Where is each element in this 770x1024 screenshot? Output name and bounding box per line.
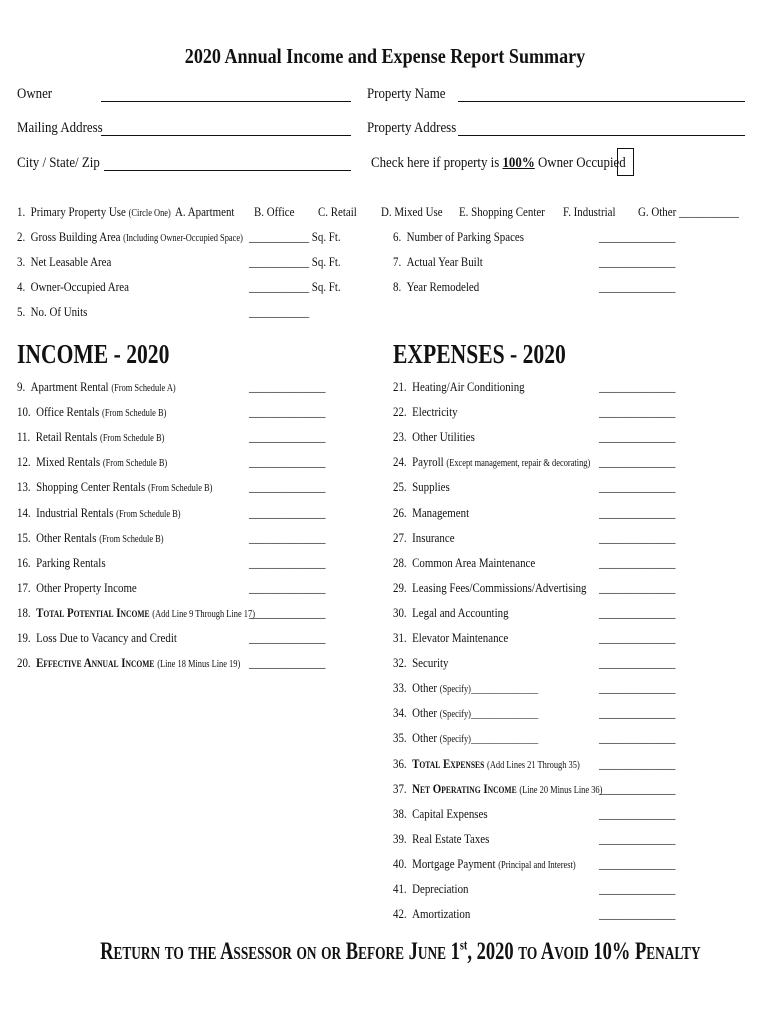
property-address-field[interactable] [458,135,745,136]
income-line-field[interactable]: ______________ [249,554,326,570]
page-title: 2020 Annual Income and Expense Report Summary [184,44,586,68]
property-info-field[interactable]: ______________ [599,229,676,244]
property-name-label: Property Name [367,86,446,102]
property-info-label: 7. Actual Year Built [393,254,483,269]
expense-line-field[interactable]: ______________ [599,579,676,595]
city-state-zip-label: City / State/ Zip [17,155,100,171]
income-line-label: 18. Total Potential Income (Add Line 9 Through Line 17) [17,604,255,620]
expense-line-label: 29. Leasing Fees/Commissions/Advertising [393,579,587,595]
income-line-field[interactable]: ______________ [249,479,326,495]
owner-occupied-checkbox[interactable] [617,148,634,176]
mailing-address-field[interactable] [101,135,351,136]
expense-line-field[interactable]: ______________ [599,805,676,821]
expense-line-label: 41. Depreciation [393,881,469,896]
income-line-label: 20. Effective Annual Income (Line 18 Minus Line 19) [17,655,241,671]
income-line-field[interactable]: ______________ [249,379,326,394]
expense-line-field[interactable]: ______________ [599,830,676,846]
property-info-label: 2. Gross Building Area (Including Owner-Occupied Space) [17,229,243,244]
expense-line-label: 33. Other (Specify)________________ [393,680,539,696]
expense-line-field[interactable]: ______________ [599,906,676,922]
expense-line-label: 32. Security [393,655,449,671]
income-line-label: 14. Industrial Rentals (From Schedule B) [17,504,181,520]
income-line-label: 16. Parking Rentals [17,554,106,570]
income-line-field[interactable]: ______________ [249,579,326,595]
expense-line-field[interactable]: ______________ [599,881,676,896]
property-info-field[interactable]: ______________ [599,279,676,294]
property-info-field[interactable]: ___________ Sq. Ft. [249,229,341,244]
owner-field[interactable] [101,101,351,102]
expense-line-label: 25. Supplies [393,479,450,495]
income-line-field[interactable]: ______________ [249,630,326,645]
income-line-label: 13. Shopping Center Rentals (From Schedule B) [17,479,213,495]
expense-line-label: 36. Total Expenses (Add Lines 21 Through 35) [393,755,580,771]
expense-line-field[interactable]: ______________ [599,529,676,545]
income-line-field[interactable]: ______________ [249,655,326,671]
income-line-field[interactable]: ______________ [249,504,326,520]
expense-line-field[interactable]: ______________ [599,755,676,771]
income-line-label: 19. Loss Due to Vacancy and Credit [17,630,177,645]
property-use-option-industrial[interactable]: F. Industrial [563,204,616,219]
expense-line-label: 37. Net Operating Income (Line 20 Minus Line 36) [393,780,603,796]
expenses-heading: EXPENSES - 2020 [393,339,566,369]
expense-line-field[interactable]: ______________ [599,404,676,420]
mailing-address-label: Mailing Address [17,120,103,136]
expense-line-label: 24. Payroll (Except management, repair & decorating) [393,454,591,470]
expense-line-field[interactable]: ______________ [599,479,676,495]
owner-occupied-label: Check here if property is 100% Owner Occupied [371,155,626,171]
property-use-option-retail[interactable]: C. Retail [318,204,357,219]
expense-line-field[interactable]: ______________ [599,680,676,696]
expense-line-field[interactable]: ______________ [599,554,676,570]
property-use-label: 1. Primary Property Use (Circle One) [17,204,171,219]
expense-line-field[interactable]: ______________ [599,429,676,445]
income-line-field[interactable]: ______________ [249,604,326,620]
income-line-label: 9. Apartment Rental (From Schedule A) [17,379,176,394]
expense-line-label: 23. Other Utilities [393,429,475,445]
income-line-label: 15. Other Rentals (From Schedule B) [17,529,164,545]
expense-line-label: 27. Insurance [393,529,455,545]
expense-line-label: 34. Other (Specify)________________ [393,705,539,721]
property-info-label: 6. Number of Parking Spaces [393,229,525,244]
expense-line-field[interactable]: ______________ [599,379,676,394]
expense-line-field[interactable]: ______________ [599,504,676,520]
expense-line-label: 21. Heating/Air Conditioning [393,379,525,394]
property-use-option-shopping-center[interactable]: E. Shopping Center [459,204,545,219]
expense-line-field[interactable]: ______________ [599,630,676,645]
expense-line-label: 22. Electricity [393,404,458,420]
income-line-field[interactable]: ______________ [249,529,326,545]
property-info-field[interactable]: ___________ Sq. Ft. [249,254,341,269]
property-info-label: 3. Net Leasable Area [17,254,112,269]
property-info-field[interactable]: ______________ [599,254,676,269]
income-line-field[interactable]: ______________ [249,429,326,445]
income-line-field[interactable]: ______________ [249,404,326,420]
expense-line-field[interactable]: ______________ [599,604,676,620]
expense-line-label: 39. Real Estate Taxes [393,830,490,846]
expense-line-field[interactable]: ______________ [599,705,676,721]
property-use-option-apartment[interactable]: A. Apartment [175,204,235,219]
property-info-label: 5. No. Of Units [17,304,88,319]
expense-line-label: 31. Elevator Maintenance [393,630,509,645]
expense-line-label: 40. Mortgage Payment (Principal and Interest) [393,855,576,871]
expense-line-field[interactable]: ______________ [599,780,676,796]
income-line-field[interactable]: ______________ [249,454,326,470]
property-address-label: Property Address [367,120,457,136]
expense-line-label: 28. Common Area Maintenance [393,554,536,570]
property-use-option-other[interactable]: G. Other ___________ [638,204,740,219]
income-line-label: 11. Retail Rentals (From Schedule B) [17,429,165,445]
expense-line-label: 35. Other (Specify)________________ [393,730,539,746]
property-use-option-office[interactable]: B. Office [254,204,295,219]
expense-line-field[interactable]: ______________ [599,454,676,470]
return-notice: Return to the Assessor on or Before June 1st, 2020 to Avoid 10% Penalty [100,938,701,965]
expense-line-field[interactable]: ______________ [599,855,676,871]
expense-line-label: 38. Capital Expenses [393,805,488,821]
property-info-label: 4. Owner-Occupied Area [17,279,129,294]
income-line-label: 10. Office Rentals (From Schedule B) [17,404,167,420]
income-heading: INCOME - 2020 [17,339,170,369]
property-info-field[interactable]: ___________ [249,304,310,319]
expense-line-label: 30. Legal and Accounting [393,604,509,620]
property-info-field[interactable]: ___________ Sq. Ft. [249,279,341,294]
owner-label: Owner [17,86,53,102]
expense-line-field[interactable]: ______________ [599,730,676,746]
city-state-zip-field[interactable] [104,170,351,171]
property-info-label: 8. Year Remodeled [393,279,480,294]
income-line-label: 12. Mixed Rentals (From Schedule B) [17,454,168,470]
property-name-field[interactable] [458,101,745,102]
property-use-option-mixed-use[interactable]: D. Mixed Use [381,204,443,219]
expense-line-label: 26. Management [393,504,470,520]
expense-line-field[interactable]: ______________ [599,655,676,671]
income-line-label: 17. Other Property Income [17,579,137,595]
expense-line-label: 42. Amortization [393,906,471,922]
